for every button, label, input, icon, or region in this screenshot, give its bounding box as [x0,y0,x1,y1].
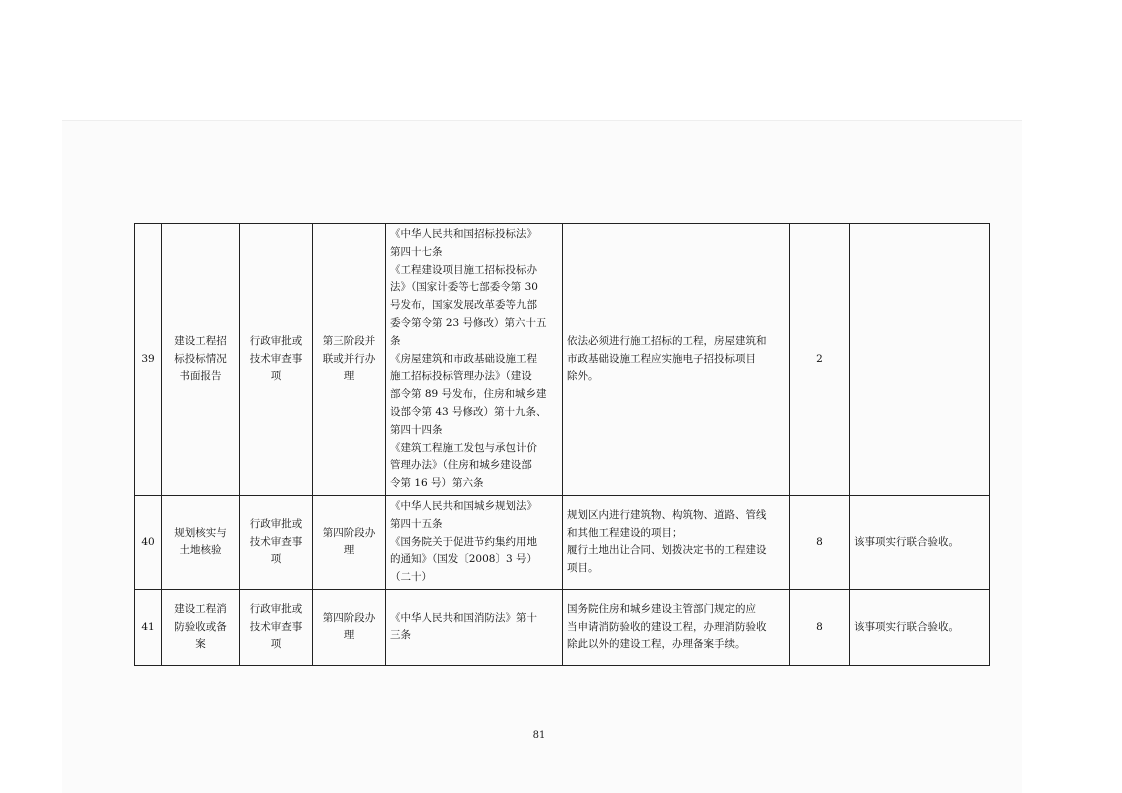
row-number: 39 [135,224,162,496]
row-number: 40 [135,495,162,589]
remarks: 该事项实行联合验收。 [850,589,990,665]
application-scope: 依法必须进行施工招标的工程，房屋建筑和 市政基础设施工程应实施电子招投标项目 除外。 [563,224,790,496]
table-row [135,495,990,589]
time-limit: 8 [790,495,850,589]
page-number: 81 [532,730,546,741]
item-name: 建设工程消 防验收或备 案 [162,589,240,665]
processing-stage: 第四阶段办 理 [313,495,386,589]
item-name: 建设工程招 标投标情况 书面报告 [162,224,240,496]
time-limit: 2 [790,224,850,496]
legal-basis: 《中华人民共和国消防法》第十 三条 [386,589,563,665]
application-scope: 国务院住房和城乡建设主管部门规定的应 当申请消防验收的建设工程，办理消防验收 除此以外的建设工程，办理备案手续。 [563,589,790,665]
item-category: 行政审批或 技术审查事 项 [240,589,313,665]
item-category: 行政审批或 技术审查事 项 [240,495,313,589]
table-row [135,589,990,665]
remarks [850,224,990,496]
table-row [135,224,990,496]
row-number: 41 [135,589,162,665]
item-category: 行政审批或 技术审查事 项 [240,224,313,496]
legal-basis: 《中华人民共和国招标投标法》 第四十七条 《工程建设项目施工招标投标办 法》（国家计委等七部委令第 30 号发布，国家发展改革委等九部 委令第令第 23 号修改）第六十五 条 《房屋建筑和市政基础设施工程 施工招标投标管理办法》（建设 部令第 89 号发布，住房和城乡建 设部令第 43 号修改）第十九条、 第四十四条 《建筑工程施工发包与承包计价 管理办法》（住房和城乡建设部 令第 16 号）第六条 [386,224,563,496]
approval-items-table [134,223,990,666]
item-name: 规划核实与 土地核验 [162,495,240,589]
processing-stage: 第三阶段并 联或并行办 理 [313,224,386,496]
time-limit: 8 [790,589,850,665]
application-scope: 规划区内进行建筑物、构筑物、道路、管线 和其他工程建设的项目； 履行土地出让合同、划拨决定书的工程建设 项目。 [563,495,790,589]
remarks: 该事项实行联合验收。 [850,495,990,589]
processing-stage: 第四阶段办 理 [313,589,386,665]
legal-basis: 《中华人民共和国城乡规划法》 第四十五条 《国务院关于促进节约集约用地 的通知》（国发〔2008〕3 号） （二十） [386,495,563,589]
